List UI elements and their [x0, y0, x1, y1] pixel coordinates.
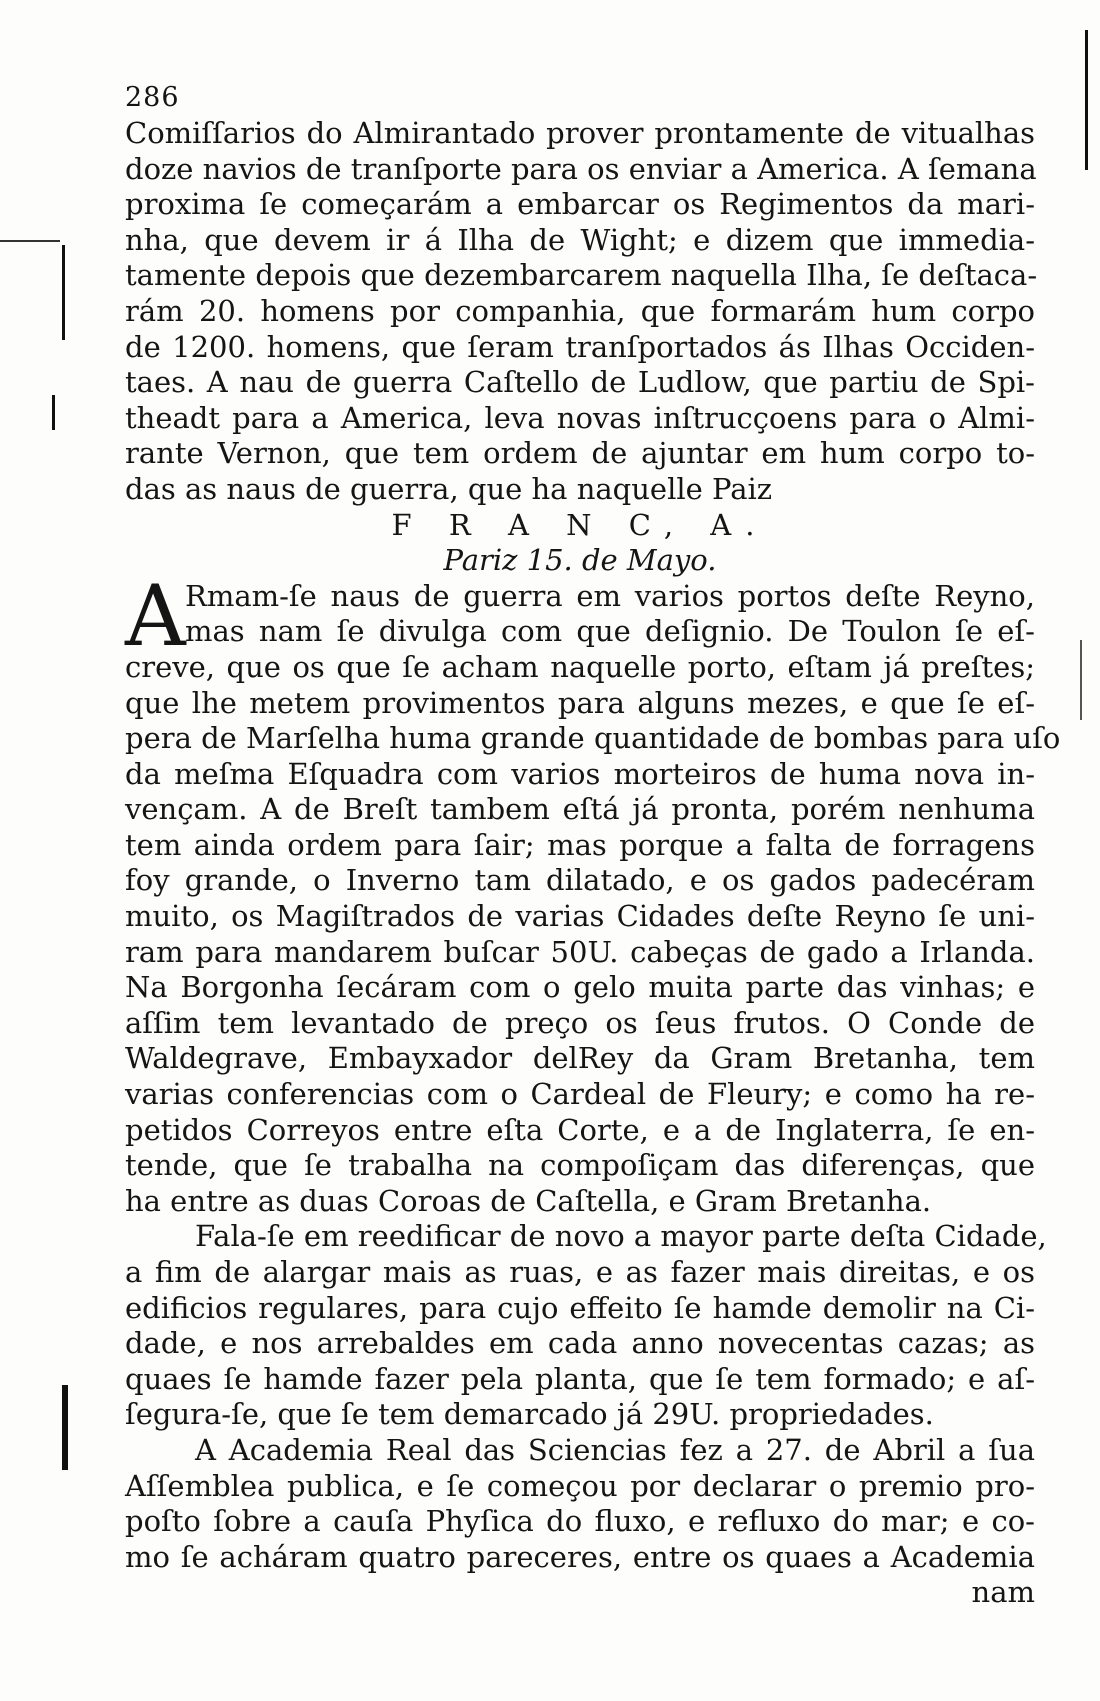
scan-edge-mark: [1080, 640, 1082, 720]
text-line: taes. A nau de guerra Caſtello de Ludlow, que partiu de Spi-: [125, 365, 1035, 400]
text-line: aſſim tem levantado de preço os ſeus frutos. O Conde de: [125, 1005, 1035, 1040]
paragraph-academy: [125, 1433, 1035, 1611]
text-line: vençam. A de Breſt tambem eſtá já pronta, porém nenhuma: [125, 792, 1035, 827]
text-line: ram para mandarem buſcar 50U. cabeças de gado a Irlanda.: [125, 934, 1035, 969]
text-line: Na Borgonha ſecáram com o gelo muita parte das vinhas; e: [125, 970, 1035, 1005]
text-line: foy grande, o Inverno tam dilatado, e os gados padecéram: [125, 863, 1035, 898]
text-line: pera de Marſelha huma grande quantidade de bombas para uſo: [125, 721, 1061, 756]
article-text: [125, 80, 1061, 1611]
text-line: rante Vernon, que tem ordem de ajuntar em hum corpo to-: [125, 436, 1035, 471]
text-line: proxima ſe começarám a embarcar os Regimentos da mari-: [125, 187, 1035, 222]
text-line: a fim de alargar mais as ruas, e as fazer mais direitas, e os: [125, 1255, 1035, 1289]
paragraph-england: [125, 116, 1038, 508]
catchword: nam: [971, 1575, 1035, 1610]
text-line: mo ſe acháram quatro pareceres, entre os quaes a Academia: [125, 1539, 1035, 1574]
scan-edge-mark: [1085, 30, 1088, 170]
text-line: dade, e nos arrebaldes em cada anno novecentas cazas; as: [125, 1326, 1035, 1361]
dateline: Pariz 15. de Mayo.: [443, 543, 717, 578]
text-line: quaes ſe hamde fazer pela planta, que ſe tem formado; e aſ-: [125, 1361, 1035, 1396]
text-line: varias conferencias com o Cardeal de Fleury; e como ha re-: [125, 1077, 1035, 1112]
scan-edge-mark: [62, 245, 65, 340]
section-heading: F R A N C, A.: [391, 507, 769, 542]
drop-cap: A: [125, 566, 186, 665]
text-line: theadt para a America, leva novas inſtrucçoens para o Almi-: [125, 400, 1035, 435]
scan-edge-mark: [0, 240, 60, 242]
text-line: das as naus de guerra, que ha naquelle Paiz: [125, 471, 773, 506]
text-line: tem ainda ordem para ſair; mas porque a falta de forragens: [125, 827, 1035, 862]
paragraph-france: [125, 566, 1061, 1220]
text-line: mas nam ſe divulga com que deſignio. De Toulon ſe eſ-: [185, 614, 1035, 649]
text-line: muito, os Magiſtrados de varias Cidades deſte Reyno ſe uni-: [125, 899, 1035, 934]
text-line: Comiſſarios do Almirantado prover prontamente de vitualhas: [125, 116, 1035, 150]
text-line: tende, que ſe trabalha na compoſiçam das diferenças, que: [125, 1148, 1035, 1183]
text-line: petidos Correyos entre eſta Corte, e a de Inglaterra, ſe en-: [125, 1112, 1035, 1147]
text-line: edificios regulares, para cujo effeito ſe hamde demolir na Ci-: [125, 1290, 1035, 1325]
text-line: nha, que devem ir á Ilha de Wight; e dizem que immedia-: [125, 222, 1035, 257]
text-line: ſegura-ſe, que ſe tem demarcado já 29U. propriedades.: [125, 1397, 934, 1432]
page-number: 286: [125, 82, 180, 113]
text-line: da meſma Eſquadra com varios morteiros de huma nova in-: [125, 756, 1035, 791]
scan-edge-mark: [52, 395, 55, 430]
text-line: doze navios de tranſporte para os enviar a America. A ſemana: [125, 151, 1037, 186]
text-line: ha entre as duas Coroas de Caſtella, e Gram Bretanha.: [125, 1183, 932, 1218]
text-line: creve, que os que ſe acham naquelle porto, eſtam já preſtes;: [125, 649, 1035, 684]
text-line: Fala-ſe em reedificar de novo a mayor parte deſta Cidade,: [195, 1219, 1047, 1254]
text-line: de 1200. homens, que ſeram tranſportados ás Ilhas Occiden-: [125, 329, 1035, 364]
text-line: Aſſemblea publica, e ſe começou por declarar o premio pro-: [125, 1468, 1035, 1503]
text-line: Rmam-ſe naus de guerra em varios portos deſte Reyno,: [185, 578, 1035, 613]
paragraph-rebuilding: [125, 1219, 1047, 1433]
text-line: tamente depois que dezembarcarem naquella Ilha, ſe deſtaca-: [125, 258, 1038, 293]
scan-edge-mark: [62, 1385, 68, 1470]
text-line: poſto ſobre a cauſa Phyſica do fluxo, e refluxo do mar; e co-: [125, 1504, 1035, 1539]
text-line: A Academia Real das Sciencias fez a 27. de Abril a ſua: [195, 1432, 1035, 1467]
text-line: rám 20. homens por companhia, que formarám hum corpo: [125, 293, 1035, 328]
text-line: que lhe metem provimentos para alguns mezes, e que ſe eſ-: [125, 685, 1035, 720]
text-line: Waldegrave, Embayxador delRey da Gram Bretanha, tem: [125, 1041, 1035, 1076]
